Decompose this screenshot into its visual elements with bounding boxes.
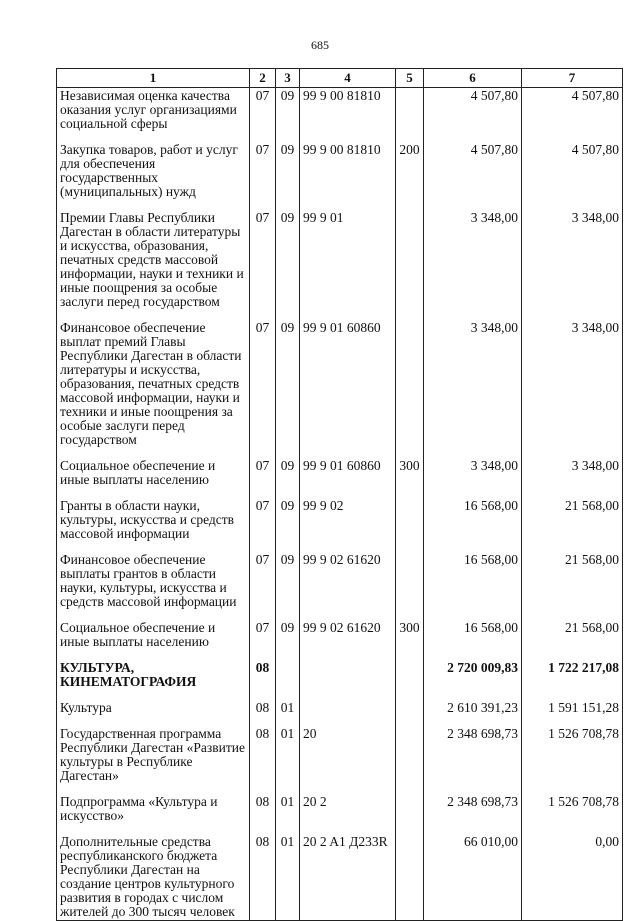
expense-type-cell-text: 300 [399, 620, 420, 635]
amount-year2-cell-text: 1 591 151,28 [548, 700, 619, 715]
amount-year1-cell [424, 320, 522, 458]
amount-year1-cell-text: 16 568,00 [464, 620, 518, 635]
amount-year2-cell [522, 498, 623, 552]
section-code-cell [250, 498, 276, 552]
section-code-cell-text: 07 [255, 320, 270, 335]
subsection-code-cell-text: 09 [280, 320, 295, 335]
section-code-cell [250, 620, 276, 660]
target-article-cell-text: 20 2 [303, 794, 327, 809]
section-code-cell-text: 07 [255, 498, 270, 513]
amount-year1-cell [424, 794, 522, 834]
table-row [57, 458, 623, 498]
row-name-cell [57, 142, 250, 210]
table-row [57, 726, 623, 794]
target-article-cell-text: 20 2 A1 Д233R [303, 834, 388, 849]
row-name-cell [57, 660, 250, 700]
subsection-code-cell [276, 552, 300, 620]
amount-year2-cell-text: 21 568,00 [565, 620, 619, 635]
amount-year1-cell [424, 552, 522, 620]
amount-year2-cell-text: 3 348,00 [571, 320, 619, 335]
subsection-code-cell [276, 794, 300, 834]
target-article-cell [300, 498, 396, 552]
amount-year1-cell [424, 498, 522, 552]
expense-type-cell [396, 320, 424, 458]
table-row [57, 620, 623, 660]
subsection-code-cell-text: 09 [280, 88, 295, 103]
budget-table [56, 68, 623, 921]
subsection-code-cell [276, 660, 300, 700]
row-name-cell-text: КУЛЬТУРА, КИНЕМАТОГРАФИЯ [60, 660, 197, 689]
table-row [57, 142, 623, 210]
expense-type-cell [396, 794, 424, 834]
row-name-cell-text: Премии Главы Республики Дагестан в области литературы и искусства, образования, печатных средств массовой информации, науки и техники и иные поощрения за особые заслуги перед государством [60, 210, 244, 309]
target-article-cell-text: 20 [303, 726, 317, 741]
amount-year1-cell [424, 620, 522, 660]
target-article-cell [300, 458, 396, 498]
subsection-code-cell [276, 88, 300, 143]
row-name-cell [57, 320, 250, 458]
target-article-cell [300, 620, 396, 660]
table-row [57, 320, 623, 458]
amount-year2-cell-text: 1 526 708,78 [548, 794, 619, 809]
table-row [57, 794, 623, 834]
subsection-code-cell [276, 726, 300, 794]
amount-year1-cell-text: 3 348,00 [470, 210, 518, 225]
amount-year1-cell-text: 66 010,00 [464, 834, 518, 849]
expense-type-cell [396, 834, 424, 921]
subsection-code-cell [276, 142, 300, 210]
expense-type-cell [396, 552, 424, 620]
section-code-cell-text: 07 [255, 620, 270, 635]
amount-year2-cell-text: 4 507,80 [571, 88, 619, 103]
expense-type-cell [396, 700, 424, 726]
amount-year2-cell [522, 88, 623, 143]
subsection-code-cell-text: 09 [280, 552, 295, 567]
subsection-code-cell [276, 700, 300, 726]
table-row [57, 700, 623, 726]
section-code-cell [250, 552, 276, 620]
section-code-cell [250, 700, 276, 726]
section-code-cell-text: 07 [255, 88, 270, 103]
column-header: 4 [300, 69, 396, 88]
row-name-cell-text: Социальное обеспечение и иные выплаты населению [60, 620, 216, 649]
amount-year1-cell [424, 834, 522, 921]
row-name-cell [57, 834, 250, 921]
section-code-cell [250, 726, 276, 794]
section-code-cell-text: 07 [255, 142, 270, 157]
amount-year1-cell-text: 16 568,00 [464, 498, 518, 513]
amount-year1-cell-text: 4 507,80 [470, 88, 518, 103]
section-code-cell [250, 458, 276, 498]
section-code-cell-text: 07 [255, 552, 270, 567]
row-name-cell [57, 210, 250, 320]
section-code-cell-text: 07 [255, 458, 270, 473]
amount-year1-cell-text: 16 568,00 [464, 552, 518, 567]
expense-type-cell-text: 300 [399, 458, 420, 473]
expense-type-cell [396, 498, 424, 552]
amount-year1-cell-text: 4 507,80 [470, 142, 518, 157]
row-name-cell [57, 700, 250, 726]
subsection-code-cell-text: 09 [280, 142, 295, 157]
amount-year2-cell [522, 834, 623, 921]
target-article-cell [300, 88, 396, 143]
section-code-cell [250, 142, 276, 210]
subsection-code-cell-text: 09 [280, 458, 295, 473]
subsection-code-cell [276, 458, 300, 498]
expense-type-cell [396, 620, 424, 660]
amount-year1-cell [424, 88, 522, 143]
amount-year1-cell-text: 2 610 391,23 [447, 700, 518, 715]
target-article-cell [300, 726, 396, 794]
amount-year2-cell [522, 726, 623, 794]
amount-year2-cell-text: 3 348,00 [571, 458, 619, 473]
expense-type-cell [396, 726, 424, 794]
column-header: 2 [250, 69, 276, 88]
expense-type-cell [396, 88, 424, 143]
column-header: 7 [522, 69, 623, 88]
subsection-code-cell-text: 09 [280, 210, 295, 225]
expense-type-cell [396, 458, 424, 498]
subsection-code-cell [276, 834, 300, 921]
expense-type-cell-text: 200 [399, 142, 420, 157]
row-name-cell [57, 726, 250, 794]
target-article-cell-text: 99 9 00 81810 [303, 142, 381, 157]
subsection-code-cell-text: 01 [280, 834, 295, 849]
amount-year1-cell [424, 726, 522, 794]
subsection-code-cell [276, 498, 300, 552]
amount-year1-cell-text: 2 348 698,73 [447, 794, 518, 809]
section-code-cell-text: 07 [255, 210, 270, 225]
subsection-code-cell [276, 210, 300, 320]
page-number: 685 [311, 38, 329, 52]
amount-year2-cell [522, 700, 623, 726]
table-row [57, 498, 623, 552]
amount-year1-cell [424, 142, 522, 210]
subsection-code-cell-text: 01 [280, 794, 295, 809]
target-article-cell-text: 99 9 01 60860 [303, 458, 381, 473]
section-code-cell [250, 794, 276, 834]
amount-year1-cell [424, 660, 522, 700]
amount-year2-cell-text: 4 507,80 [571, 142, 619, 157]
amount-year2-cell [522, 210, 623, 320]
amount-year2-cell-text: 1 722 217,08 [548, 660, 619, 675]
target-article-cell-text: 99 9 00 81810 [303, 88, 381, 103]
amount-year2-cell [522, 794, 623, 834]
column-header: 3 [276, 69, 300, 88]
row-name-cell-text: Подпрограмма «Культура и искусство» [60, 794, 218, 823]
row-name-cell [57, 458, 250, 498]
section-code-cell [250, 660, 276, 700]
target-article-cell-text: 99 9 01 60860 [303, 320, 381, 335]
target-article-cell [300, 552, 396, 620]
section-code-cell [250, 210, 276, 320]
target-article-cell [300, 834, 396, 921]
row-name-cell-text: Культура [60, 700, 112, 715]
subsection-code-cell [276, 620, 300, 660]
subsection-code-cell-text: 09 [280, 498, 295, 513]
expense-type-cell [396, 142, 424, 210]
column-header: 6 [424, 69, 522, 88]
section-code-cell-text: 08 [255, 726, 270, 741]
amount-year2-cell [522, 320, 623, 458]
amount-year2-cell [522, 620, 623, 660]
row-name-cell [57, 498, 250, 552]
row-name-cell [57, 794, 250, 834]
amount-year2-cell-text: 1 526 708,78 [548, 726, 619, 741]
amount-year1-cell [424, 700, 522, 726]
target-article-cell-text: 99 9 02 61620 [303, 552, 381, 567]
table-row [57, 834, 623, 921]
amount-year2-cell-text: 21 568,00 [565, 498, 619, 513]
row-name-cell-text: Независимая оценка качества оказания услуг организациями социальной сферы [60, 88, 237, 131]
target-article-cell-text: 99 9 01 [303, 210, 344, 225]
column-header: 5 [396, 69, 424, 88]
section-code-cell [250, 320, 276, 458]
amount-year2-cell [522, 142, 623, 210]
amount-year2-cell [522, 458, 623, 498]
row-name-cell-text: Государственная программа Республики Дагестан «Развитие культуры в Республике Дагестан» [60, 726, 245, 783]
row-name-cell [57, 552, 250, 620]
amount-year2-cell-text: 3 348,00 [571, 210, 619, 225]
row-name-cell-text: Дополнительные средства республиканского бюджета Республики Дагестан на создание центров культурного развития в городах с числом жителей до 300 тысяч человек [60, 834, 235, 919]
row-name-cell-text: Финансовое обеспечение выплат премий Главы Республики Дагестан в области литературы и искусства, образования, печатных средств массовой информации, науки и техники и иные поощрения за особые заслуги перед государством [60, 320, 242, 447]
target-article-cell [300, 142, 396, 210]
expense-type-cell [396, 660, 424, 700]
amount-year2-cell [522, 552, 623, 620]
target-article-cell [300, 320, 396, 458]
table-row [57, 88, 623, 143]
section-code-cell-text: 08 [255, 834, 270, 849]
amount-year2-cell [522, 660, 623, 700]
amount-year1-cell-text: 3 348,00 [470, 320, 518, 335]
section-code-cell [250, 834, 276, 921]
amount-year2-cell-text: 0,00 [595, 834, 619, 849]
row-name-cell-text: Финансовое обеспечение выплаты грантов в области науки, культуры, искусства и средств массовой информации [60, 552, 237, 609]
amount-year1-cell [424, 458, 522, 498]
target-article-cell-text: 99 9 02 [303, 498, 344, 513]
target-article-cell [300, 210, 396, 320]
section-code-cell-text: 08 [255, 700, 270, 715]
section-code-cell-text: 08 [255, 794, 270, 809]
column-header: 1 [57, 69, 250, 88]
amount-year1-cell-text: 2 348 698,73 [447, 726, 518, 741]
target-article-cell [300, 794, 396, 834]
target-article-cell-text: 99 9 02 61620 [303, 620, 381, 635]
section-code-cell-text: 08 [255, 660, 270, 675]
row-name-cell-text: Гранты в области науки, культуры, искусства и средств массовой информации [60, 498, 235, 541]
table-header-row [57, 69, 623, 88]
table-row [57, 660, 623, 700]
table-row [57, 552, 623, 620]
amount-year1-cell [424, 210, 522, 320]
row-name-cell-text: Социальное обеспечение и иные выплаты населению [60, 458, 216, 487]
amount-year1-cell-text: 2 720 009,83 [447, 660, 518, 675]
expense-type-cell [396, 210, 424, 320]
table-row [57, 210, 623, 320]
subsection-code-cell [276, 320, 300, 458]
row-name-cell-text: Закупка товаров, работ и услуг для обеспечения государственных (муниципальных) нужд [60, 142, 238, 199]
subsection-code-cell-text: 01 [280, 700, 295, 715]
target-article-cell [300, 660, 396, 700]
target-article-cell [300, 700, 396, 726]
row-name-cell [57, 88, 250, 143]
subsection-code-cell-text: 09 [280, 620, 295, 635]
section-code-cell [250, 88, 276, 143]
amount-year2-cell-text: 21 568,00 [565, 552, 619, 567]
row-name-cell [57, 620, 250, 660]
subsection-code-cell-text: 01 [280, 726, 295, 741]
amount-year1-cell-text: 3 348,00 [470, 458, 518, 473]
